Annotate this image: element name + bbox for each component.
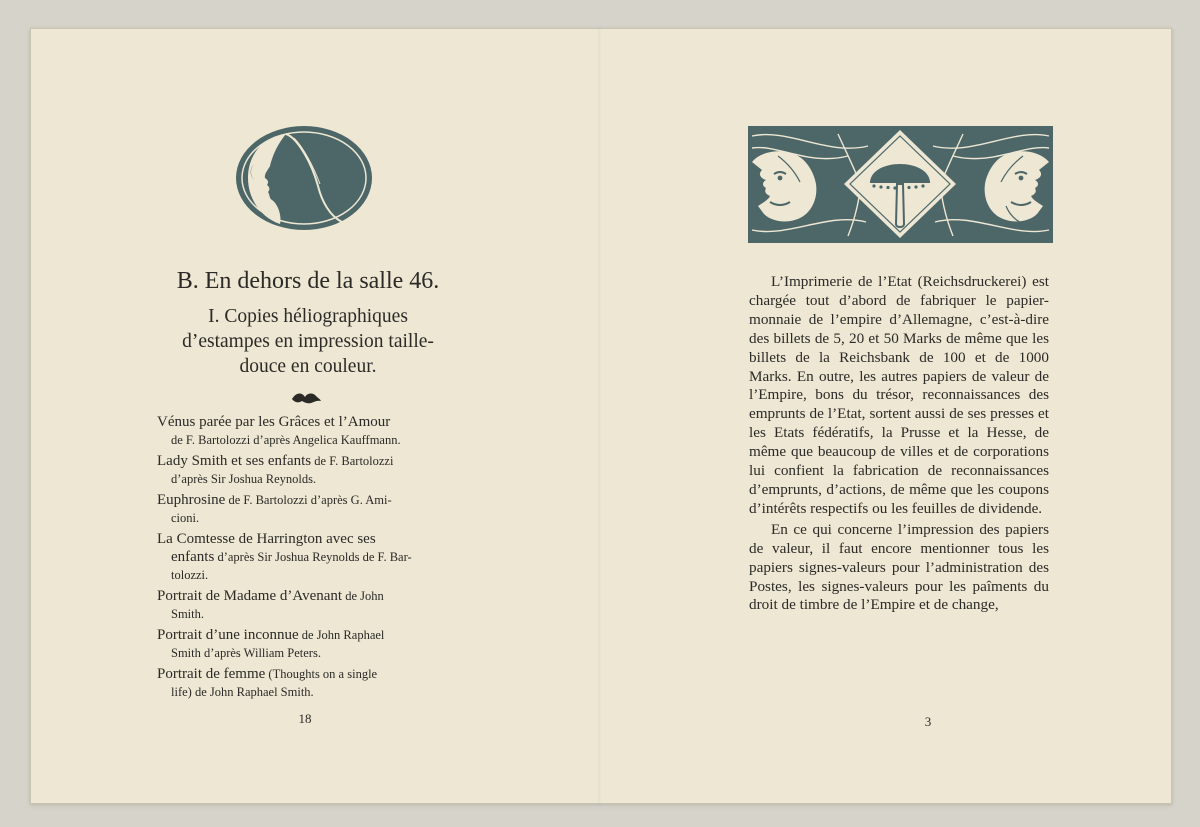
entry-line: Portrait de Madame d’Avenant de John bbox=[157, 588, 384, 604]
section-subheading bbox=[158, 304, 458, 379]
book-spread bbox=[30, 28, 1172, 804]
body-text bbox=[749, 273, 1049, 615]
grotesque-faces-mushroom-banner-icon bbox=[748, 126, 1053, 243]
entry-line: de F. Bartolozzi d’après Angelica Kauffmann. bbox=[171, 433, 401, 447]
entry-line: La Comtesse de Harrington avec ses bbox=[157, 531, 376, 547]
entry-line: Vénus parée par les Grâces et l’Amour bbox=[157, 414, 391, 430]
body-paragraph: En ce qui concerne l’impression des papiers de valeur, il faut encore mentionner tous les papiers signes-valeurs pour l’administration des Postes, les signes-valeurs pour les paîments du droit de timbre de l’Empire et de change, bbox=[749, 520, 1049, 614]
entry-line: Smith. bbox=[171, 607, 204, 621]
catalogue-entry bbox=[157, 413, 457, 449]
entry-line: Lady Smith et ses enfants de F. Bartolozzi bbox=[157, 453, 394, 469]
right-page bbox=[602, 28, 1172, 804]
page-number: 3 bbox=[924, 714, 932, 729]
entry-line: Portrait de femme (Thoughts on a single bbox=[157, 666, 378, 682]
catalogue-entry bbox=[157, 491, 457, 527]
woman-profile-medallion-icon bbox=[234, 124, 374, 232]
section-heading: B. En dehors de la salle 46. bbox=[176, 268, 440, 294]
catalogue-entry bbox=[157, 452, 457, 488]
entry-line: enfants d’après Sir Joshua Reynolds de F. Bar- bbox=[171, 549, 412, 565]
entry-line: cioni. bbox=[171, 511, 200, 525]
subheading-line: I. Copies héliographiques bbox=[208, 306, 408, 327]
body-paragraph: L’Imprimerie de l’Etat (Reichsdruckerei) est chargée tout d’abord de fabriquer le papier-monnaie de l’empire d’Allemagne, c’est-à-dire des billets de 5, 20 et 50 Marks de même que les billets de la Reichsbank de 100 et de 1000 Marks. En outre, les autres papiers de valeur de l’Empire, bons du trésor, reconnaissances des emprunts de l’Etat, sortent aussi de ses presses et les Etats fédératifs, la Prusse et la Hesse, de même que beaucoup de villes et de corporations lui confient la fabrication de reconnaissances d’emprunts, d’actions, de même que les coupons d’intérêts respectifs ou les feuilles de dividende. bbox=[749, 273, 1049, 517]
entry-line: Euphrosine de F. Bartolozzi d’après G. Ami- bbox=[157, 492, 392, 508]
entry-line: life) de John Raphael Smith. bbox=[171, 685, 314, 699]
catalogue-entries bbox=[157, 413, 457, 704]
entry-line: Smith d’après William Peters. bbox=[171, 646, 321, 660]
entry-line: tolozzi. bbox=[171, 568, 209, 582]
catalogue-entry bbox=[157, 587, 457, 623]
entry-line: d’après Sir Joshua Reynolds. bbox=[171, 472, 317, 486]
catalogue-entry bbox=[157, 626, 457, 662]
catalogue-entry bbox=[157, 665, 457, 701]
fleuron-icon bbox=[290, 390, 322, 406]
entry-line: Portrait d’une inconnue de John Raphael bbox=[157, 627, 385, 643]
catalogue-entry bbox=[157, 530, 457, 584]
subheading-line: d’estampes en impression taille- bbox=[182, 331, 434, 352]
page-number: 18 bbox=[298, 711, 312, 726]
subheading-line: douce en couleur. bbox=[239, 356, 377, 377]
left-page bbox=[30, 28, 600, 804]
